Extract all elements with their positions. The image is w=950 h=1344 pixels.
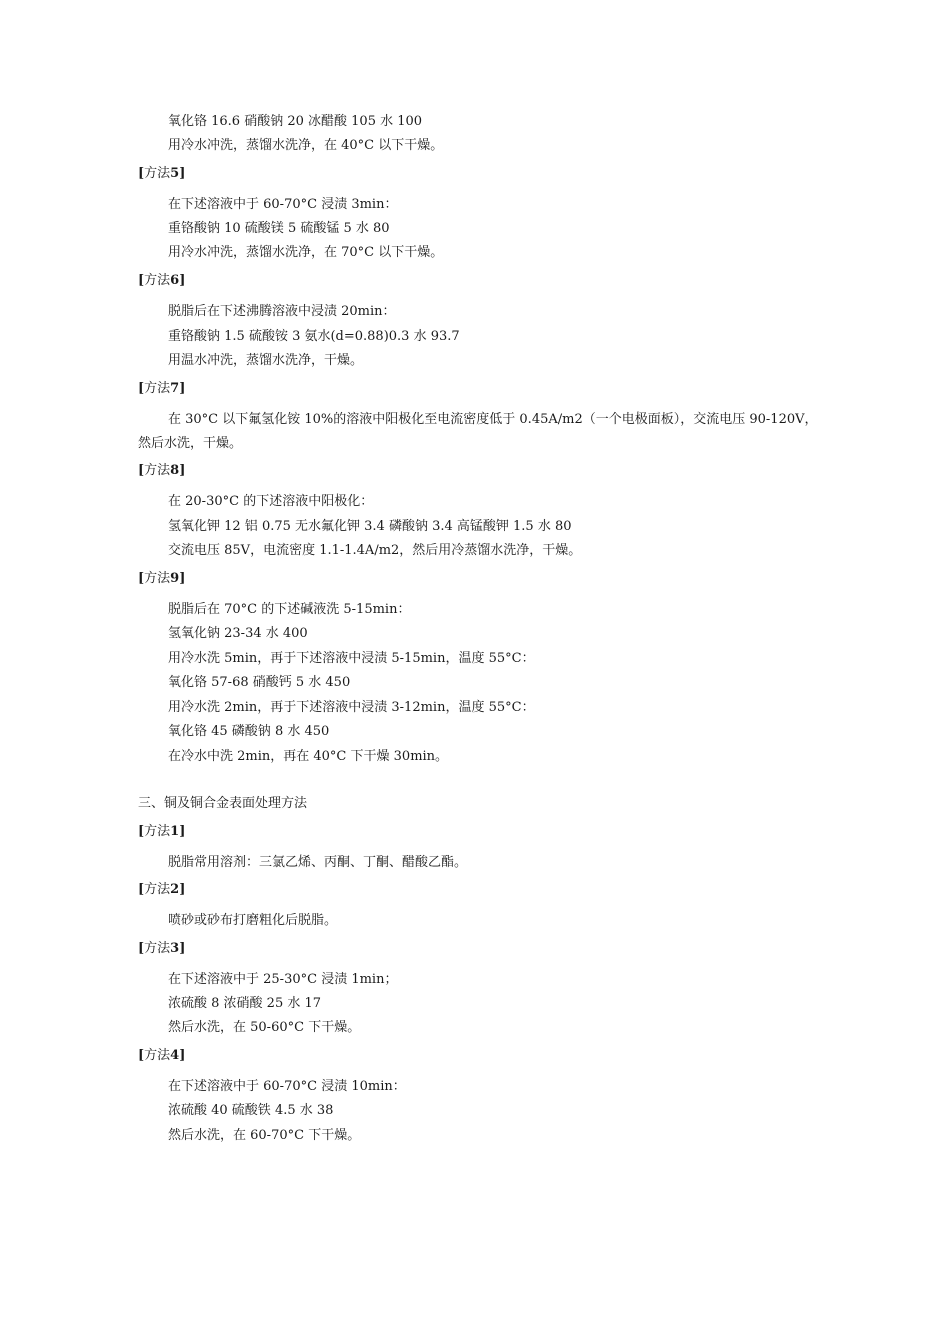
method-number: 2] <box>170 882 186 897</box>
method-number: 1] <box>170 824 186 839</box>
text-line: 用冷水洗 5min，再于下述溶液中浸渍 5-15min，温度 55°C： <box>168 651 535 666</box>
text-line: 用冷水冲洗，蒸馏水洗净，在 40°C 以下干燥。 <box>168 138 444 153</box>
bracket-open: [ <box>138 381 145 396</box>
method-heading-9 <box>138 570 185 588</box>
bracket-open: [ <box>138 571 145 586</box>
text-line: 用温水冲洗，蒸馏水洗净，干燥。 <box>168 353 364 368</box>
text-line: 用冷水洗 2min，再于下述溶液中浸渍 3-12min，温度 55°C： <box>168 700 535 715</box>
text-line: 浓硫酸 8 浓硝酸 25 水 17 <box>168 996 322 1011</box>
method-word: 方法 <box>144 463 171 478</box>
text-line: 然后水洗，在 50-60°C 下干燥。 <box>168 1020 361 1035</box>
text-line: 氢氧化钠 23-34 水 400 <box>168 626 308 641</box>
text-line: 用冷水冲洗，蒸馏水洗净，在 70°C 以下干燥。 <box>168 245 444 260</box>
bracket-open: [ <box>138 1048 145 1063</box>
text-line: 氧化铬 57-68 硝酸钙 5 水 450 <box>168 675 351 690</box>
method-word: 方法 <box>144 571 171 586</box>
text-paragraph: 在 30°C 以下氟氢化铵 10%的溶液中阳极化至电流密度低于 0.45A/m2（一个电极面板），交流电压 90-120V，然后水洗，干燥。 <box>138 412 818 451</box>
method-word: 方法 <box>144 941 171 956</box>
copper-method-heading-1 <box>138 823 185 841</box>
bracket-open: [ <box>138 882 145 897</box>
section-title: 三、铜及铜合金表面处理方法 <box>138 796 308 811</box>
method-heading-5 <box>138 165 185 183</box>
text-line: 在下述溶液中于 60-70°C 浸渍 3min： <box>168 197 398 212</box>
method-heading-7 <box>138 380 185 398</box>
copper-method-heading-2 <box>138 881 185 899</box>
text-line: 在下述溶液中于 25-30°C 浸渍 1min； <box>168 972 398 987</box>
method-word: 方法 <box>144 882 171 897</box>
copper-method-heading-3 <box>138 940 185 958</box>
method-number: 7] <box>170 381 186 396</box>
bracket-open: [ <box>138 166 145 181</box>
method-word: 方法 <box>144 1048 171 1063</box>
copper-method-heading-4 <box>138 1047 185 1065</box>
text-line: 在冷水中洗 2min，再在 40°C 下干燥 30min。 <box>168 749 449 764</box>
method-number: 6] <box>170 273 186 288</box>
text-line: 脱脂后在下述沸腾溶液中浸渍 20min： <box>168 304 396 319</box>
text-line: 然后水洗，在 60-70°C 下干燥。 <box>168 1128 361 1143</box>
bracket-open: [ <box>138 824 145 839</box>
method-word: 方法 <box>144 166 171 181</box>
text-line: 氧化铬 45 磷酸钠 8 水 450 <box>168 724 330 739</box>
method-word: 方法 <box>144 824 171 839</box>
bracket-open: [ <box>138 941 145 956</box>
method-number: 4] <box>170 1048 186 1063</box>
text-line: 交流电压 85V，电流密度 1.1-1.4A/m2，然后用冷蒸馏水洗净，干燥。 <box>168 543 582 558</box>
text-line: 氢氧化钾 12 铝 0.75 无水氟化钾 3.4 磷酸钠 3.4 高锰酸钾 1.5 水 80 <box>168 519 572 534</box>
text-line: 重铬酸钠 1.5 硫酸铵 3 氨水(d=0.88)0.3 水 93.7 <box>168 329 460 344</box>
text-line: 重铬酸钠 10 硫酸镁 5 硫酸锰 5 水 80 <box>168 221 390 236</box>
method-word: 方法 <box>144 381 171 396</box>
text-line: 脱脂后在 70°C 的下述碱液洗 5-15min： <box>168 602 411 617</box>
text-line: 在下述溶液中于 60-70°C 浸渍 10min： <box>168 1079 406 1094</box>
text-line: 喷砂或砂布打磨粗化后脱脂。 <box>168 913 338 928</box>
text-line: 在 20-30°C 的下述溶液中阳极化： <box>168 494 374 509</box>
method-number: 3] <box>170 941 186 956</box>
bracket-open: [ <box>138 463 145 478</box>
method-heading-8 <box>138 462 185 480</box>
text-line: 氧化铬 16.6 硝酸钠 20 冰醋酸 105 水 100 <box>168 114 423 129</box>
bracket-open: [ <box>138 273 145 288</box>
method-word: 方法 <box>144 273 171 288</box>
text-line: 脱脂常用溶剂：三氯乙烯、丙酮、丁酮、醋酸乙酯。 <box>168 855 468 870</box>
text-line: 浓硫酸 40 硫酸铁 4.5 水 38 <box>168 1103 334 1118</box>
method-number: 8] <box>170 463 186 478</box>
method-number: 9] <box>170 571 186 586</box>
method-number: 5] <box>170 166 186 181</box>
method-heading-6 <box>138 272 185 290</box>
